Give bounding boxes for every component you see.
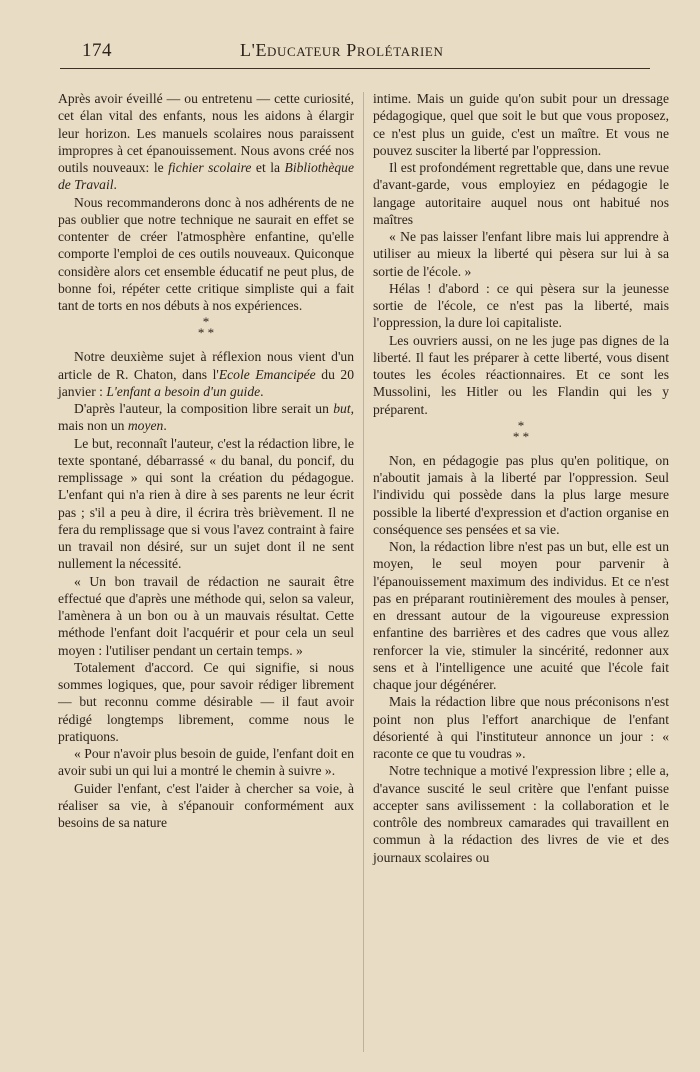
- column-divider: [363, 92, 364, 1052]
- page-number: 174: [82, 40, 112, 61]
- paragraph: D'après l'auteur, la composition libre serait un but, mais non un moyen.: [58, 401, 354, 434]
- paragraph: intime. Mais un guide qu'on subit pour un dressage pédagogique, quel que soit le but que vous proposez, ce n'est plus un guide, c'est un maître. Et vous ne pouvez susciter la liberté par l'oppression.: [373, 91, 669, 158]
- running-title: L'Educateur Prolétarien: [240, 40, 444, 60]
- paragraph: Mais la rédaction libre que nous préconisons n'est point non plus l'effort anarchique de l'enfant désorienté à qui l'instituteur annonce un jour : « raconte ce que tu voudras ».: [373, 694, 669, 761]
- paragraph: Notre deuxième sujet à réflexion nous vient d'un article de R. Chaton, dans l'Ecole Emancipée du 20 janvier : L'enfant a besoin d'un guide.: [58, 349, 355, 399]
- section-separator-asterisks: * * *: [512, 417, 530, 444]
- quotation-paragraph: « Ne pas laisser l'enfant libre mais lui apprendre à utiliser au mieux la liberté qui pèsera sur lui à sa sortie de l'école. »: [373, 229, 669, 279]
- paragraph: Après avoir éveillé — ou entretenu — cette curiosité, cet élan vital des enfants, nous les aidons à élargir leur horizon. Les manuels scolaires nous paraissent impropres à cet épanouissement. Nous avons créé nos outils nouveaux: le fichier scolaire et la Bibliothèque de Travail.: [58, 91, 354, 193]
- paragraph: Le but, reconnaît l'auteur, c'est la rédaction libre, le texte spontané, débarrassé « du banal, du poncif, du remplissage » qui sont la création du pédagogue. L'enfant qui n'a rien à dire à ses parents ne leur écrit pas ; s'il a peu à dire, il écrira très brièvement. Il ne fera du remplissage que si vous l'avez contraint à faire un travail non désiré, sur un sujet dont il ne sent nullement la nécessité.: [58, 435, 354, 572]
- paragraph: « Pour n'avoir plus besoin de guide, l'enfant doit en avoir subi un qui lui a montré le chemin à suivre ».: [58, 746, 354, 779]
- right-column: [373, 90, 669, 866]
- paragraph: Les ouvriers aussi, on ne les juge pas dignes de la liberté. Il faut les préparer à cette liberté, vous disent toutes les écoles réactionnaires. Et ce sont les Mussolini, les Hitler ou les Flandin qui les y préparent.: [373, 332, 669, 417]
- paragraph: Il est profondément regrettable que, dans une revue d'avant-garde, vous employiez en pédagogie le langage autoritaire auquel nous ont habitué nos maîtres: [373, 160, 669, 227]
- left-column: [58, 90, 354, 831]
- paragraph: Guider l'enfant, c'est l'aider à chercher sa voie, à réaliser sa vie, à s'épanouir conformément aux besoins de sa nature: [58, 780, 354, 830]
- paragraph: Non, en pédagogie pas plus qu'en politique, on n'aboutit jamais à la liberté par l'oppression. Seul l'individu qui possède dans la plus large mesure possible la liberté d'expression et d'action organise en conséquence ses pensées et sa vie.: [373, 452, 669, 537]
- page-header: [60, 38, 650, 69]
- paragraph: « Un bon travail de rédaction ne saurait être effectué que d'après une méthode qui, selon sa valeur, l'amènera à un bon ou à un mauvais résultat. Cette méthode l'enfant doit l'acquérir et pour cela un seul moyen : l'utiliser pendant un certain temps. »: [58, 573, 354, 658]
- section-separator-asterisks: * * *: [197, 314, 215, 341]
- paragraph: Notre technique a motivé l'expression libre ; elle a, d'avance suscité le seul critère que l'enfant puisse accepter sans avilissement : la collaboration et le contrôle des nombreux camarades qui travaillent en commun à la rédaction des livres de vie et des journaux scolaires ou: [373, 763, 669, 865]
- paragraph: Nous recommanderons donc à nos adhérents de ne pas oublier que notre technique ne saurait en effet se contenter de créer l'atmosphère enfantine, qu'elle comporte l'emploi de ces outils nouveaux. Quiconque considère alors cet ensemble éducatif ne peut plus, de bonne foi, répéter cette critique simpliste qui a fait tant de torts en nos débuts à nos expériences.: [58, 194, 354, 313]
- paragraph: Hélas ! d'abord : ce qui pèsera sur la jeunesse sortie de l'école, ce n'est pas la liberté, mais l'oppression, la dure loi capitaliste.: [373, 280, 669, 331]
- paragraph: Totalement d'accord. Ce qui signifie, si nous sommes logiques, que, pour savoir rédiger librement — but reconnu comme désirable — il faut avoir rédigé longtemps librement, comme nous le pratiquons.: [58, 659, 354, 744]
- paragraph: Non, la rédaction libre n'est pas un but, elle est un moyen, le seul moyen pour parvenir à l'épanouissement maximum des individus. Et ce n'est pas en préparant routinièrement des moules à penser, en dressant autour de la vigoureuse expression enfantine des barrières et des cadres que vous allez renforcer la vie, stimuler la sincérité, redonner aux sens et à l'intelligence une acuité que l'école fait chaque jour dégénérer.: [373, 539, 669, 692]
